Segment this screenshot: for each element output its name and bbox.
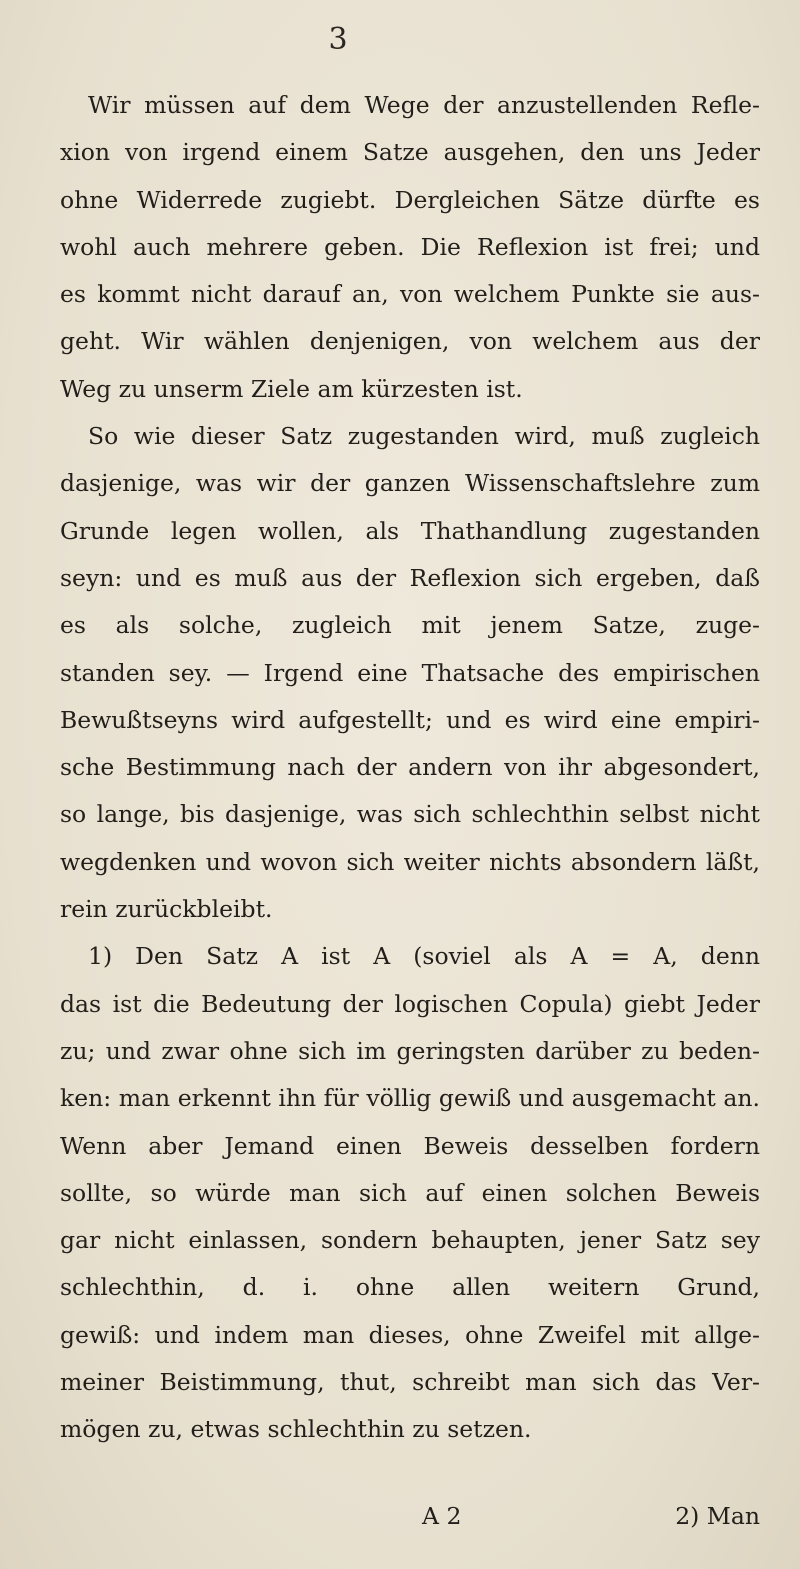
- text-line: wohl auch mehrere geben. Die Reflexion ist frei; und: [60, 232, 760, 261]
- text-line: mögen zu, etwas schlechthin zu setzen.: [60, 1415, 532, 1444]
- text-line: so lange, bis dasjenige, was sich schlechthin selbst nicht: [60, 800, 760, 829]
- text-line: Weg zu unserm Ziele am kürzesten ist.: [60, 374, 523, 403]
- text-line: dasjenige, was wir der ganzen Wissenschaftslehre zum: [60, 469, 760, 498]
- text-line: rein zurückbleibt.: [60, 895, 273, 924]
- text-line: Wenn aber Jemand einen Beweis desselben fordern: [60, 1131, 760, 1160]
- text-line: gewiß: und indem man dieses, ohne Zweifel mit allge-: [60, 1320, 760, 1349]
- text-line: meiner Beistimmung, thut, schreibt man sich das Ver-: [60, 1368, 760, 1397]
- text-line: sche Bestimmung nach der andern von ihr abgesondert,: [60, 753, 760, 782]
- text-line: Bewußtseyns wird aufgestellt; und es wird eine empiri-: [60, 705, 760, 734]
- signature-mark: A 2: [422, 1502, 462, 1530]
- text-line: schlechthin, d. i. ohne allen weitern Grund,: [60, 1273, 760, 1302]
- text-line: standen sey. — Irgend eine Thatsache des empirischen: [60, 658, 760, 687]
- text-line: ohne Widerrede zugiebt. Dergleichen Sätze dürfte es: [60, 185, 760, 214]
- text-line: geht. Wir wählen denjenigen, von welchem aus der: [60, 327, 760, 356]
- page-footer: [60, 1502, 760, 1542]
- text-line: 1) Den Satz A ist A (soviel als A = A, denn: [88, 942, 760, 971]
- text-line: ken: man erkennt ihn für völlig gewiß und ausgemacht an.: [60, 1084, 760, 1113]
- text-line: So wie dieser Satz zugestanden wird, muß zugleich: [88, 422, 760, 451]
- text-line: Grunde legen wollen, als Thathandlung zugestanden: [60, 516, 760, 545]
- text-line: seyn: und es muß aus der Reflexion sich ergeben, daß: [60, 563, 760, 592]
- text-line: xion von irgend einem Satze ausgehen, den uns Jeder: [60, 138, 760, 167]
- text-line: es als solche, zugleich mit jenem Satze, zuge-: [60, 611, 760, 640]
- body-text: [60, 82, 760, 1454]
- catchword: 2) Man: [675, 1502, 760, 1530]
- text-line: gar nicht einlassen, sondern behaupten, jener Satz sey: [60, 1226, 760, 1255]
- page-number: 3: [328, 22, 348, 57]
- text-line: zu; und zwar ohne sich im geringsten darüber zu beden-: [60, 1036, 760, 1065]
- text-line: Wir müssen auf dem Wege der anzustellenden Refle-: [88, 91, 760, 119]
- text-line: wegdenken und wovon sich weiter nichts absondern läßt,: [60, 847, 760, 876]
- text-line: es kommt nicht darauf an, von welchem Punkte sie aus-: [60, 280, 760, 309]
- text-line: sollte, so würde man sich auf einen solchen Beweis: [60, 1178, 760, 1207]
- text-line: das ist die Bedeutung der logischen Copula) giebt Jeder: [60, 989, 760, 1018]
